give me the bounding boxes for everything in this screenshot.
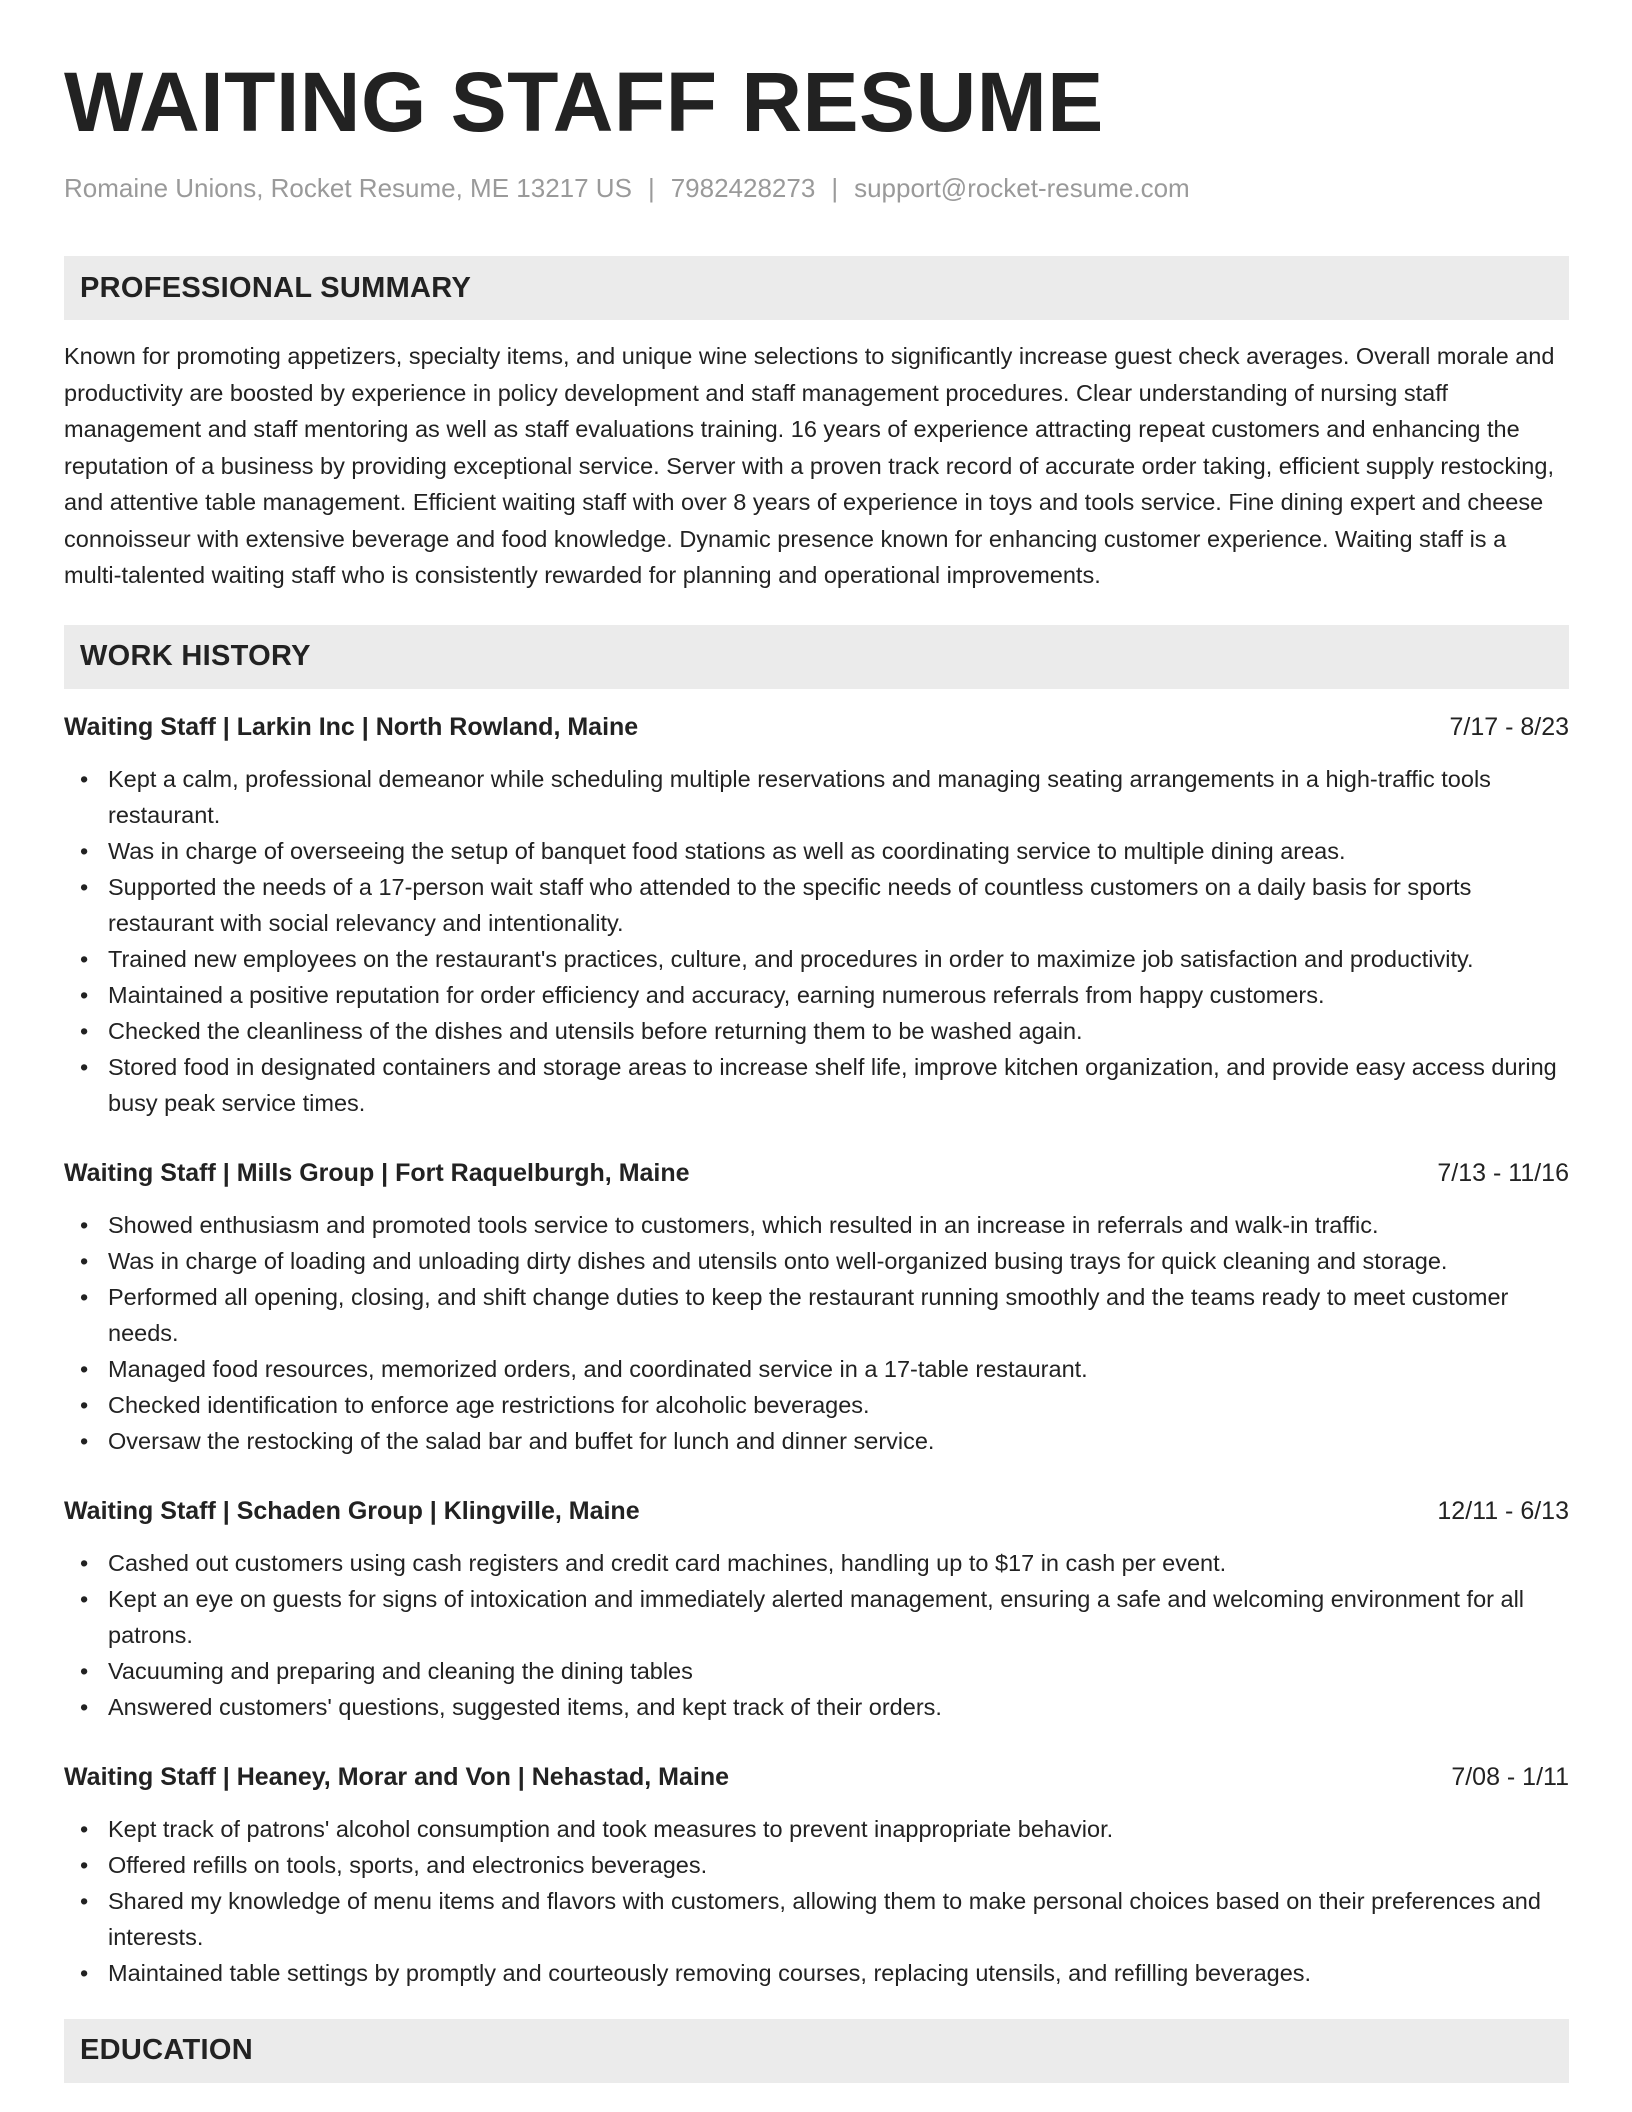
job-bullet xyxy=(64,941,1569,977)
bullet-icon: • xyxy=(80,1851,89,1878)
job-bullet xyxy=(64,977,1569,1013)
job-header xyxy=(64,709,1569,745)
job-bullets xyxy=(64,761,1569,1121)
contact-address: Romaine Unions, Rocket Resume, ME 13217 US xyxy=(64,173,632,203)
job-bullet xyxy=(64,761,1569,833)
job-bullets xyxy=(64,1545,1569,1725)
contact-email: support@rocket-resume.com xyxy=(854,173,1190,203)
job-bullet xyxy=(64,1243,1569,1279)
job-bullet-text: Was in charge of overseeing the setup of banquet food stations as well as coordinating service to multiple dining areas. xyxy=(108,837,1346,864)
job-bullet xyxy=(64,1049,1569,1121)
job-bullet xyxy=(64,1279,1569,1351)
bullet-icon: • xyxy=(80,1887,89,1914)
bullet-icon: • xyxy=(80,873,89,900)
bullet-icon: • xyxy=(80,1693,89,1720)
job-bullet-text: Shared my knowledge of menu items and flavors with customers, allowing them to make personal choices based on their preferences and interests. xyxy=(108,1887,1541,1950)
bullet-icon: • xyxy=(80,1053,89,1080)
job-bullet-text: Answered customers' questions, suggested items, and kept track of their orders. xyxy=(108,1693,942,1720)
job-bullet-text: Checked the cleanliness of the dishes and utensils before returning them to be washed again. xyxy=(108,1017,1083,1044)
job-title: Waiting Staff | Larkin Inc | North Rowland, Maine xyxy=(64,712,639,741)
bullet-icon: • xyxy=(80,1391,89,1418)
resume-page xyxy=(64,0,1569,2083)
job-bullet xyxy=(64,1581,1569,1653)
bullet-icon: • xyxy=(80,837,89,864)
job-bullet-text: Kept track of patrons' alcohol consumption and took measures to prevent inappropriate behavior. xyxy=(108,1815,1114,1842)
resume-title: WAITING STAFF RESUME xyxy=(64,55,1104,149)
job-title: Waiting Staff | Mills Group | Fort Raquelburgh, Maine xyxy=(64,1158,690,1187)
bullet-icon: • xyxy=(80,1657,89,1684)
job-bullet xyxy=(64,1351,1569,1387)
bullet-icon: • xyxy=(80,1549,89,1576)
job-header xyxy=(64,1493,1569,1529)
job-bullet-text: Vacuuming and preparing and cleaning the dining tables xyxy=(108,1657,693,1684)
job-bullet xyxy=(64,1811,1569,1847)
bullet-icon: • xyxy=(80,1247,89,1274)
job-bullets xyxy=(64,1207,1569,1459)
job-header xyxy=(64,1759,1569,1795)
job-header xyxy=(64,1155,1569,1191)
job-bullet xyxy=(64,1423,1569,1459)
contact-line xyxy=(64,172,1569,204)
job-bullet-text: Kept an eye on guests for signs of intoxication and immediately alerted management, ensuring a safe and welcoming environment for all patrons. xyxy=(108,1585,1525,1648)
job-bullets xyxy=(64,1811,1569,1991)
bullet-icon: • xyxy=(80,765,89,792)
job-bullet xyxy=(64,1883,1569,1955)
contact-phone: 7982428273 xyxy=(670,173,816,203)
job-bullet-text: Checked identification to enforce age restrictions for alcoholic beverages. xyxy=(108,1391,870,1418)
job-bullet-text: Supported the needs of a 17-person wait staff who attended to the specific needs of countless customers on a daily basis for sports restaurant with social relevancy and intentionality. xyxy=(108,873,1472,936)
job-bullet xyxy=(64,1653,1569,1689)
job-bullet xyxy=(64,1013,1569,1049)
bullet-icon: • xyxy=(80,1017,89,1044)
bullet-icon: • xyxy=(80,1427,89,1454)
job-bullet-text: Performed all opening, closing, and shift change duties to keep the restaurant running smoothly and the teams ready to meet customer needs. xyxy=(108,1283,1509,1346)
bullet-icon: • xyxy=(80,1959,89,1986)
section-header-education: EDUCATION xyxy=(64,2019,1569,2083)
job-entry xyxy=(64,709,1569,1121)
job-bullet xyxy=(64,1387,1569,1423)
contact-separator: | xyxy=(831,173,839,203)
bullet-icon: • xyxy=(80,1211,89,1238)
job-title: Waiting Staff | Heaney, Morar and Von | Nehastad, Maine xyxy=(64,1762,730,1791)
job-bullet-text: Oversaw the restocking of the salad bar and buffet for lunch and dinner service. xyxy=(108,1427,935,1454)
job-title: Waiting Staff | Schaden Group | Klingville, Maine xyxy=(64,1496,640,1525)
job-bullet xyxy=(64,1689,1569,1725)
job-bullet xyxy=(64,833,1569,869)
job-bullet-text: Offered refills on tools, sports, and electronics beverages. xyxy=(108,1851,708,1878)
job-bullet-text: Maintained table settings by promptly and courteously removing courses, replacing utensils, and refilling beverages. xyxy=(108,1959,1312,1986)
job-bullet-text: Kept a calm, professional demeanor while scheduling multiple reservations and managing seating arrangements in a high-traffic tools restaurant. xyxy=(108,765,1491,828)
job-bullet-text: Maintained a positive reputation for order efficiency and accuracy, earning numerous referrals from happy customers. xyxy=(108,981,1325,1008)
job-bullet-text: Showed enthusiasm and promoted tools service to customers, which resulted in an increase in referrals and walk-in traffic. xyxy=(108,1211,1379,1238)
bullet-icon: • xyxy=(80,981,89,1008)
job-bullet xyxy=(64,1847,1569,1883)
job-bullet-text: Cashed out customers using cash registers and credit card machines, handling up to $17 in cash per event. xyxy=(108,1549,1227,1576)
contact-separator: | xyxy=(647,173,655,203)
job-bullet-text: Stored food in designated containers and storage areas to increase shelf life, improve kitchen organization, and provide easy access during busy peak service times. xyxy=(108,1053,1557,1116)
job-bullet xyxy=(64,1207,1569,1243)
bullet-icon: • xyxy=(80,1283,89,1310)
bullet-icon: • xyxy=(80,1355,89,1382)
job-dates: 7/08 - 1/11 xyxy=(1451,1762,1569,1791)
job-bullet-text: Managed food resources, memorized orders, and coordinated service in a 17-table restaurant. xyxy=(108,1355,1088,1382)
job-bullet xyxy=(64,869,1569,941)
job-entry xyxy=(64,1493,1569,1725)
job-entry xyxy=(64,1759,1569,1991)
job-dates: 12/11 - 6/13 xyxy=(1437,1496,1569,1525)
job-entry xyxy=(64,1155,1569,1459)
job-bullet xyxy=(64,1545,1569,1581)
summary-text: Known for promoting appetizers, specialty items, and unique wine selections to significantly increase guest check averages. Overall morale and productivity are boosted by experience in policy development and staff management procedures. Clear understanding of nursing staff management and staff mentoring as well as staff evaluations training. 16 years of experience attracting repeat customers and enhancing the reputation of a business by providing exceptional service. Server with a proven track record of accurate order taking, efficient supply restocking, and attentive table management. Efficient waiting staff with over 8 years of experience in toys and tools service. Fine dining expert and cheese connoisseur with extensive beverage and food knowledge. Dynamic presence known for enhancing customer experience. Waiting staff is a multi-talented waiting staff who is consistently rewarded for planning and operational improvements. xyxy=(64,343,1555,588)
section-header-work-history: WORK HISTORY xyxy=(64,625,1569,689)
bullet-icon: • xyxy=(80,945,89,972)
bullet-icon: • xyxy=(80,1585,89,1612)
job-dates: 7/13 - 11/16 xyxy=(1437,1158,1569,1187)
section-header-professional-summary: PROFESSIONAL SUMMARY xyxy=(64,256,1569,320)
job-bullet-text: Trained new employees on the restaurant's practices, culture, and procedures in order to maximize job satisfaction and productivity. xyxy=(108,945,1474,972)
bullet-icon: • xyxy=(80,1815,89,1842)
job-dates: 7/17 - 8/23 xyxy=(1449,712,1569,741)
job-bullet-text: Was in charge of loading and unloading dirty dishes and utensils onto well-organized busing trays for quick cleaning and storage. xyxy=(108,1247,1448,1274)
job-bullet xyxy=(64,1955,1569,1991)
work-history-list xyxy=(64,709,1569,1991)
